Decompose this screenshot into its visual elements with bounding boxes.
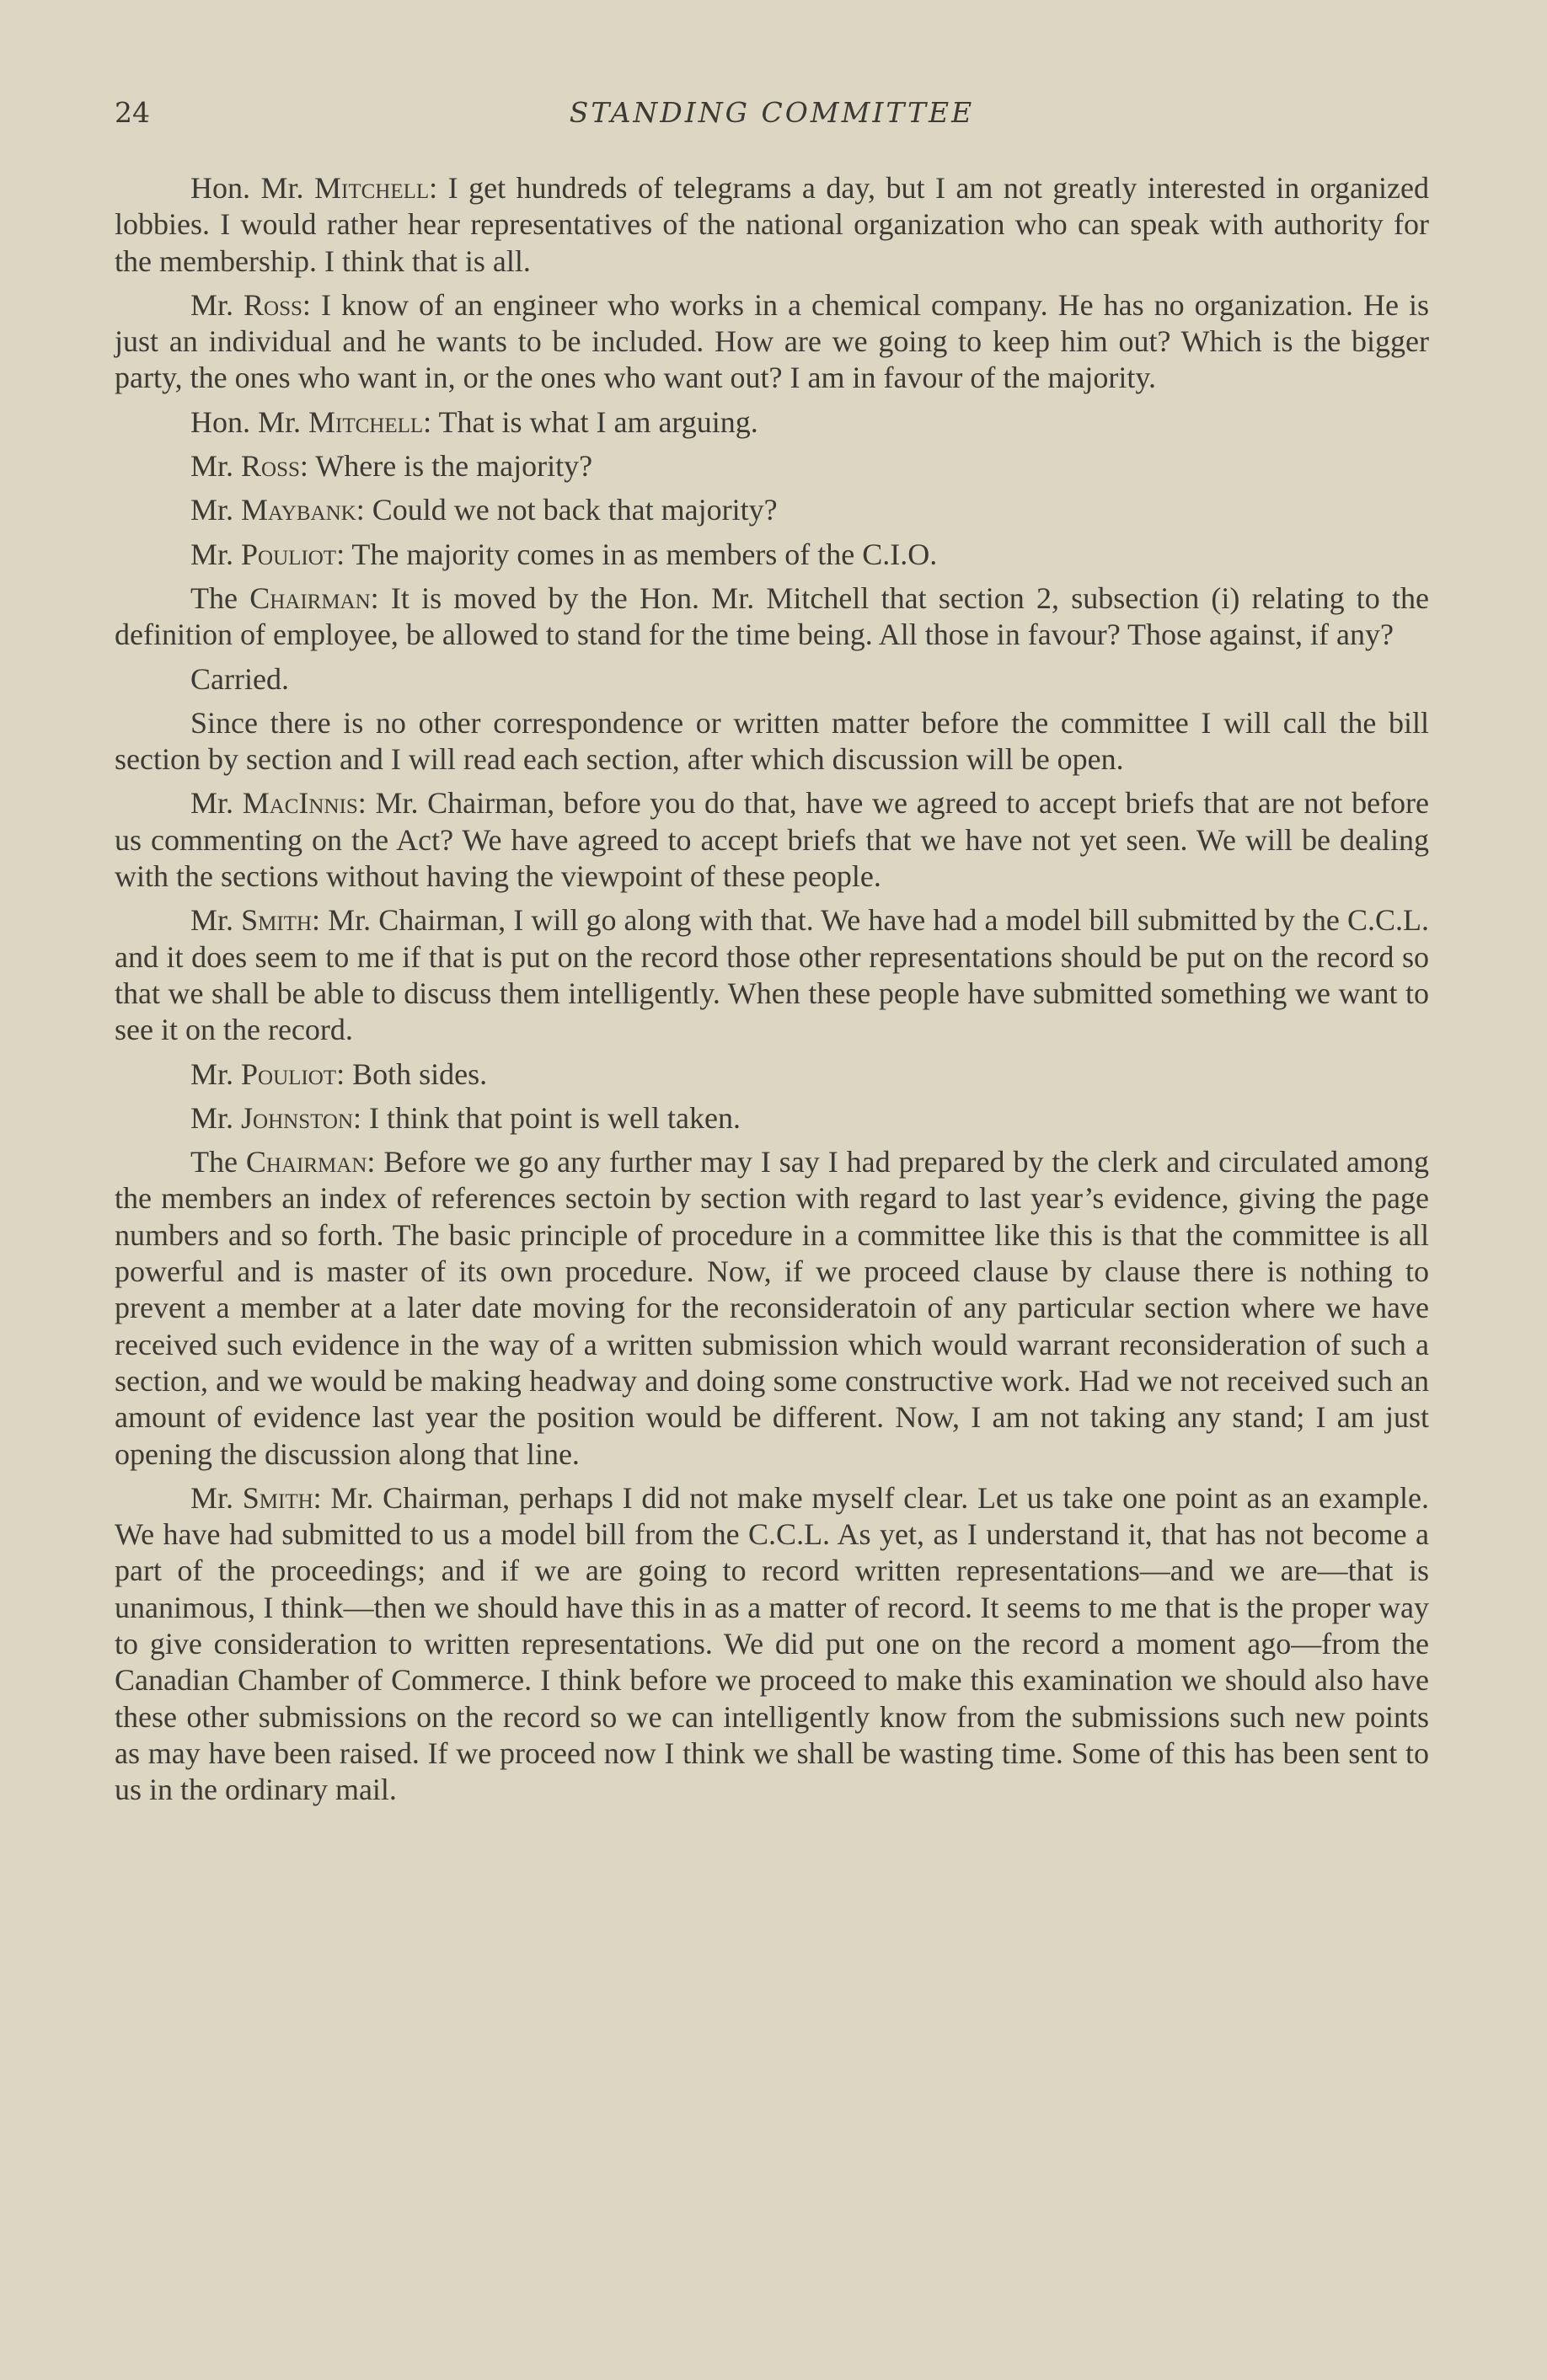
speaker-prefix: Mr. xyxy=(190,537,242,571)
speaker-prefix: Mr. xyxy=(190,493,242,527)
paragraph-text: : Both sides. xyxy=(336,1056,488,1091)
transcript-paragraph xyxy=(115,661,1429,698)
paragraph-text: : Could we not back that majority? xyxy=(356,493,778,527)
paragraph-text: : Before we go any further may I say I had prepared by the clerk and circulated among the members an index of references sectoin by section with regard to last year’s evidence, giving the page numbers and so forth. The basic principle of procedure in a committee like this is that the committee is all powerful and is master of its own procedure. Now, if we proceed clause by clause there is nothing to prevent a member at a later date moving for the reconsideratoin of any particular section where we have received such evidence in the way of a written submission which would warrant reconsideration of such a section, and we would be making headway and doing some constructive work. Had we not received such an amount of evidence last year the position would be different. Now, I am not taking any stand; I am just opening the discussion along that line. xyxy=(115,1145,1429,1471)
transcript-paragraph xyxy=(115,170,1429,280)
transcript-paragraph xyxy=(115,902,1429,1048)
paragraph-text: : That is what I am arguing. xyxy=(423,404,758,439)
paragraph-text: : Where is the majority? xyxy=(299,449,593,484)
speaker-prefix: Mr. xyxy=(190,903,242,938)
transcript-paragraph xyxy=(115,492,1429,528)
speaker-prefix: Mr. xyxy=(190,287,244,322)
transcript-paragraph xyxy=(115,1056,1429,1093)
speaker-name: Smith xyxy=(241,903,313,938)
transcript-paragraph xyxy=(115,1100,1429,1137)
speaker-prefix: Hon. Mr. xyxy=(190,171,314,205)
transcript-paragraph xyxy=(115,580,1429,654)
speaker-name: Mitchell xyxy=(308,404,424,439)
paragraph-text: : Mr. Chairman, I will go along with that. We have had a model bill submitted by the C.C.L. and it does seem to me if that is put on the record those other representations should be put on the record so that we shall be able to discuss them intelligently. When these people have submitted something we want to see it on the record. xyxy=(115,903,1429,1047)
transcript-paragraph xyxy=(115,705,1429,778)
speaker-prefix: Mr. xyxy=(190,1056,242,1091)
speaker-name: Chairman xyxy=(249,580,371,615)
speaker-name: Ross xyxy=(244,287,302,322)
speaker-prefix: The xyxy=(190,1145,246,1179)
page-number: 24 xyxy=(115,96,150,129)
paragraph-text: : It is moved by the Hon. Mr. Mitchell that section 2, subsection (i) relating to the definition of employee, be allowed to stand for the time being. All those in favour? Those against, if any? xyxy=(115,580,1430,652)
transcript-paragraph xyxy=(115,404,1429,441)
speaker-prefix: Hon. Mr. xyxy=(190,404,309,439)
paragraph-text: : I think that point is well taken. xyxy=(353,1100,741,1135)
speaker-name: Pouliot xyxy=(241,537,337,571)
paragraph-text: Since there is no other correspondence or written matter before the committee I will call the bill section by section and I will read each section, after which discussion will be open. xyxy=(115,705,1429,777)
transcript-paragraph xyxy=(115,785,1429,895)
speaker-name: Chairman xyxy=(245,1145,367,1179)
speaker-name: Maybank xyxy=(241,493,356,527)
paragraph-text: : I get hundreds of telegrams a day, but I am not greatly interested in organized lobbies. I would rather hear representatives of the national organization who can speak with authority for the membership. I think that is all. xyxy=(115,171,1429,278)
transcript-paragraph xyxy=(115,448,1429,484)
speaker-name: Pouliot xyxy=(241,1056,337,1091)
running-title: STANDING COMMITTEE xyxy=(569,96,975,129)
speaker-prefix: Mr. xyxy=(190,449,242,484)
paragraph-text: : The majority comes in as members of the C.I.O. xyxy=(336,537,938,571)
transcript-paragraph xyxy=(115,537,1429,573)
speaker-name: Smith xyxy=(242,1480,313,1515)
speaker-name: MacInnis xyxy=(242,786,358,821)
transcript-paragraph xyxy=(115,1480,1429,1809)
speaker-prefix: Mr. xyxy=(190,786,243,821)
paragraph-text: : Mr. Chairman, before you do that, have we agreed to accept briefs that are not before us commenting on the Act? We have agreed to accept briefs that we have not yet seen. We will be dealing with the sections without having the viewpoint of these people. xyxy=(115,786,1429,894)
speaker-prefix: The xyxy=(190,580,250,615)
paragraph-text: : Mr. Chairman, perhaps I did not make myself clear. Let us take one point as an example. We have had submitted to us a model bill from the C.C.L. As yet, as I understand it, that has not become a part of the proceedings; and if we are going to record written representations—and we are—that is unanimous, I think—then we should have this in as a matter of record. It seems to me that is the proper way to give consideration to written representations. We did put one on the record a moment ago—from the Canadian Chamber of Commerce. I think before we proceed to make this examination we should also have these other submissions on the record so we can intelligently know from the submissions such new points as may have been raised. If we proceed now I think we shall be wasting time. Some of this has been sent to us in the ordinary mail. xyxy=(115,1480,1429,1807)
transcript-body xyxy=(115,170,1429,1816)
speaker-name: Mitchell xyxy=(313,171,430,205)
speaker-name: Ross xyxy=(241,449,300,484)
speaker-name: Johnston xyxy=(241,1100,354,1135)
paragraph-text: Carried. xyxy=(190,661,289,696)
transcript-paragraph xyxy=(115,287,1429,397)
transcript-paragraph xyxy=(115,1144,1429,1473)
page-header xyxy=(115,94,1429,136)
speaker-prefix: Mr. xyxy=(190,1480,243,1515)
paragraph-text: : I know of an engineer who works in a chemical company. He has no organization. He is just an individual and he wants to be included. How are we going to keep him out? Which is the bigger party, the ones who want in, or the ones who want out? I am in favour of the majority. xyxy=(115,287,1429,395)
speaker-prefix: Mr. xyxy=(190,1100,242,1135)
